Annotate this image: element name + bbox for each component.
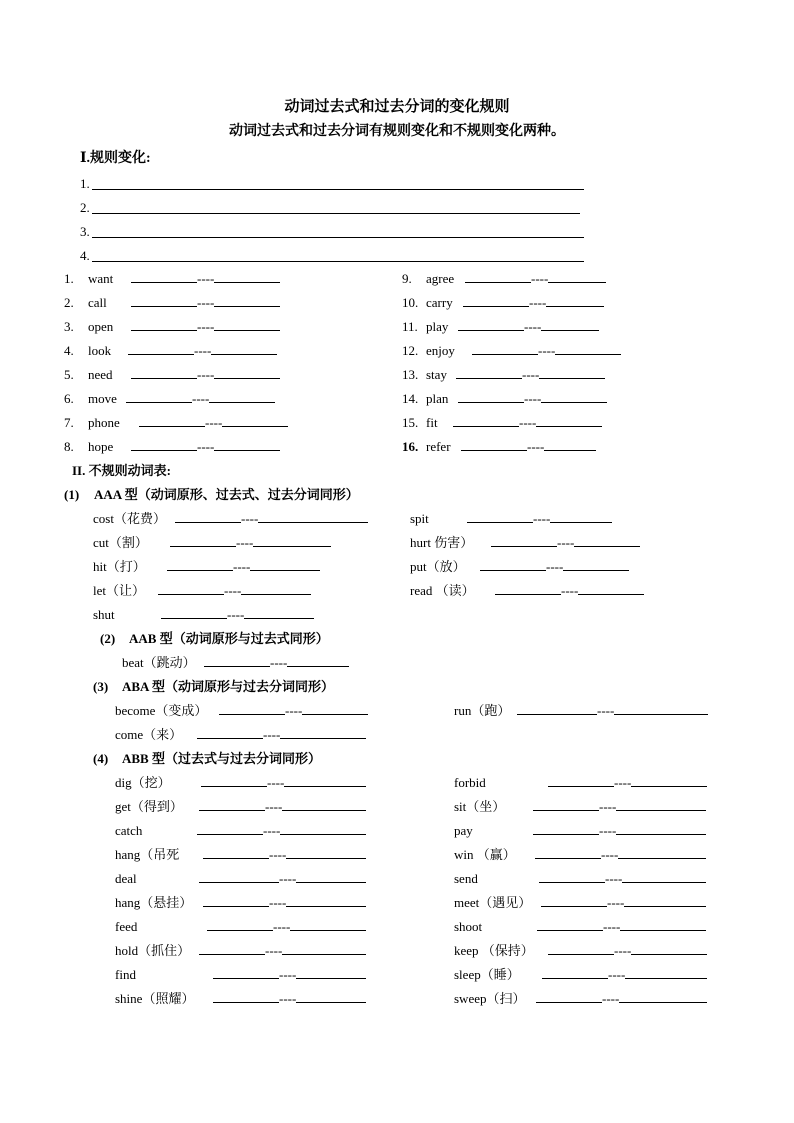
verb: shoot — [454, 919, 483, 934]
verb: carry — [426, 295, 453, 310]
verb: find — [115, 967, 136, 982]
answer-blanks[interactable]: ---- — [458, 391, 607, 407]
answer-blanks[interactable]: ---- — [213, 991, 366, 1007]
item-number: 5. — [64, 367, 74, 382]
answer-blanks[interactable]: ---- — [536, 991, 707, 1007]
verb: hope — [88, 439, 114, 454]
verb: deal — [115, 871, 137, 886]
verb: agree — [426, 271, 455, 286]
page-subtitle: 动词过去式和过去分词有规则变化和不规则变化两种。 — [229, 124, 565, 139]
answer-blanks[interactable]: ---- — [203, 895, 366, 911]
answer-blanks[interactable]: ---- — [458, 319, 599, 335]
verb: enjoy — [426, 343, 455, 358]
verb: send — [454, 871, 478, 886]
verb: stay — [426, 367, 447, 382]
verb: phone — [88, 415, 120, 430]
verb: get（得到） — [115, 799, 183, 814]
rule-answer-line[interactable] — [92, 237, 584, 238]
verb: shine（照耀） — [115, 991, 195, 1006]
verb: refer — [426, 439, 451, 454]
answer-blanks[interactable]: ---- — [495, 583, 644, 599]
verb: become（变成） — [115, 703, 208, 718]
answer-blanks[interactable]: ---- — [199, 799, 366, 815]
rule-line-label: 3. — [80, 224, 90, 239]
group-number: (1) — [64, 487, 80, 502]
verb: keep （保持） — [454, 943, 534, 958]
verb: look — [88, 343, 112, 358]
answer-blanks[interactable]: ---- — [472, 343, 621, 359]
verb: come（来） — [115, 727, 183, 742]
answer-blanks[interactable]: ---- — [465, 271, 606, 287]
answer-blanks[interactable]: ---- — [161, 607, 314, 623]
group-heading-aaa: AAA 型（动词原形、过去式、过去分词同形） — [94, 487, 359, 502]
verb: hit（打） — [93, 559, 146, 574]
verb: move — [88, 391, 117, 406]
answer-blanks[interactable]: ---- — [170, 535, 331, 551]
answer-blanks[interactable]: ---- — [158, 583, 311, 599]
verb: hurt 伤害） — [410, 535, 474, 550]
answer-blanks[interactable]: ---- — [207, 919, 366, 935]
verb: want — [88, 271, 114, 286]
answer-blanks[interactable]: ---- — [541, 895, 706, 911]
rule-answer-line[interactable] — [92, 213, 580, 214]
page-title: 动词过去式和过去分词的变化规则 — [284, 99, 510, 115]
verb: fit — [426, 415, 438, 430]
verb: need — [88, 367, 113, 382]
answer-blanks[interactable]: ---- — [461, 439, 596, 455]
answer-blanks[interactable]: ---- — [199, 871, 366, 887]
item-number: 1. — [64, 271, 74, 286]
verb: shut — [93, 607, 115, 622]
rule-answer-line[interactable] — [92, 189, 584, 190]
item-number: 7. — [64, 415, 74, 430]
verb: catch — [115, 823, 143, 838]
item-number: 15. — [402, 415, 419, 430]
answer-blanks[interactable]: ---- — [491, 535, 640, 551]
verb: dig（挖） — [115, 775, 171, 790]
verb: feed — [115, 919, 138, 934]
group-number: (4) — [93, 751, 109, 766]
verb: let（让） — [93, 583, 145, 598]
answer-blanks[interactable]: ---- — [199, 943, 366, 959]
verb: meet（遇见） — [454, 895, 532, 910]
rule-line-label: 1. — [80, 176, 90, 191]
item-number: 11. — [402, 319, 418, 334]
verb: run（跑） — [454, 703, 511, 718]
answer-blanks[interactable]: ---- — [535, 847, 706, 863]
verb: forbid — [454, 775, 486, 790]
section-2-heading: II. 不规则动词表: — [72, 463, 171, 478]
answer-blanks[interactable]: ---- — [131, 367, 280, 383]
answer-blanks[interactable]: ---- — [197, 727, 366, 743]
answer-blanks[interactable]: ---- — [453, 415, 602, 431]
answer-blanks[interactable]: ---- — [213, 967, 366, 983]
group-number: (3) — [93, 679, 109, 694]
group-number: (2) — [100, 631, 116, 646]
answer-blanks[interactable]: ---- — [204, 655, 349, 671]
verb: open — [88, 319, 114, 334]
answer-blanks[interactable]: ---- — [480, 559, 629, 575]
answer-blanks[interactable]: ---- — [175, 511, 368, 527]
answer-blanks[interactable]: ---- — [539, 871, 706, 887]
verb: hold（抓住） — [115, 943, 191, 958]
item-number: 16. — [402, 439, 419, 454]
item-number: 9. — [402, 271, 412, 286]
verb: sweep（扫） — [454, 991, 526, 1006]
answer-blanks[interactable]: ---- — [533, 799, 706, 815]
verb: hang（吊死 — [115, 847, 180, 862]
item-number: 4. — [64, 343, 74, 358]
answer-blanks[interactable]: ---- — [197, 823, 366, 839]
verb: put（放） — [410, 559, 466, 574]
verb: win （赢） — [454, 847, 516, 862]
answer-blanks[interactable]: ---- — [203, 847, 366, 863]
list-item — [64, 271, 74, 287]
answer-blanks[interactable]: ---- — [517, 703, 708, 719]
group-heading-aab: AAB 型（动词原形与过去式同形） — [129, 631, 329, 646]
verb: plan — [426, 391, 449, 406]
answer-blanks[interactable]: ---- — [139, 415, 288, 431]
verb: sleep（睡） — [454, 967, 520, 982]
answer-blanks[interactable]: ---- — [467, 511, 612, 527]
verb: play — [426, 319, 449, 334]
verb: cut（割） — [93, 535, 148, 550]
verb: call — [88, 295, 107, 310]
answer-blanks[interactable]: ---- — [201, 775, 366, 791]
rule-answer-line[interactable] — [92, 261, 584, 262]
answer-blanks[interactable]: ---- — [131, 439, 280, 455]
answer-blanks[interactable]: ---- — [456, 367, 605, 383]
answer-blanks[interactable]: ---- — [463, 295, 604, 311]
verb: cost（花费） — [93, 511, 166, 526]
item-number: 10. — [402, 295, 419, 310]
answer-blanks[interactable]: ---- — [537, 919, 706, 935]
answer-blanks[interactable]: ---- — [542, 967, 707, 983]
verb: beat（跳动） — [122, 655, 196, 670]
answer-blanks[interactable]: ---- — [167, 559, 320, 575]
item-number: 13. — [402, 367, 419, 382]
item-number: 3. — [64, 319, 74, 334]
item-number: 8. — [64, 439, 74, 454]
item-number: 2. — [64, 295, 74, 310]
rule-line-label: 2. — [80, 200, 90, 215]
item-number: 14. — [402, 391, 419, 406]
item-number: 12. — [402, 343, 419, 358]
group-heading-abb: ABB 型（过去式与过去分词同形） — [122, 751, 321, 766]
answer-blanks[interactable]: ---- — [131, 271, 280, 287]
answer-blanks[interactable]: ---- — [219, 703, 368, 719]
answer-blanks[interactable]: ---- — [548, 943, 707, 959]
answer-blanks[interactable]: ---- — [126, 391, 275, 407]
verb: pay — [454, 823, 473, 838]
verb: hang（悬挂） — [115, 895, 193, 910]
verb: spit — [410, 511, 429, 526]
answer-blanks[interactable]: ---- — [533, 823, 706, 839]
verb: read （读） — [410, 583, 475, 598]
answer-blanks[interactable]: ---- — [548, 775, 707, 791]
verb: sit（坐） — [454, 799, 506, 814]
answer-blanks[interactable]: ---- — [131, 295, 280, 311]
answer-blanks[interactable]: ---- — [128, 343, 277, 359]
rule-line-label: 4. — [80, 248, 90, 263]
item-number: 6. — [64, 391, 74, 406]
answer-blanks[interactable]: ---- — [131, 319, 280, 335]
group-heading-aba: ABA 型（动词原形与过去分词同形） — [122, 679, 334, 694]
section-1-heading: Ⅰ.规则变化: — [80, 151, 151, 166]
